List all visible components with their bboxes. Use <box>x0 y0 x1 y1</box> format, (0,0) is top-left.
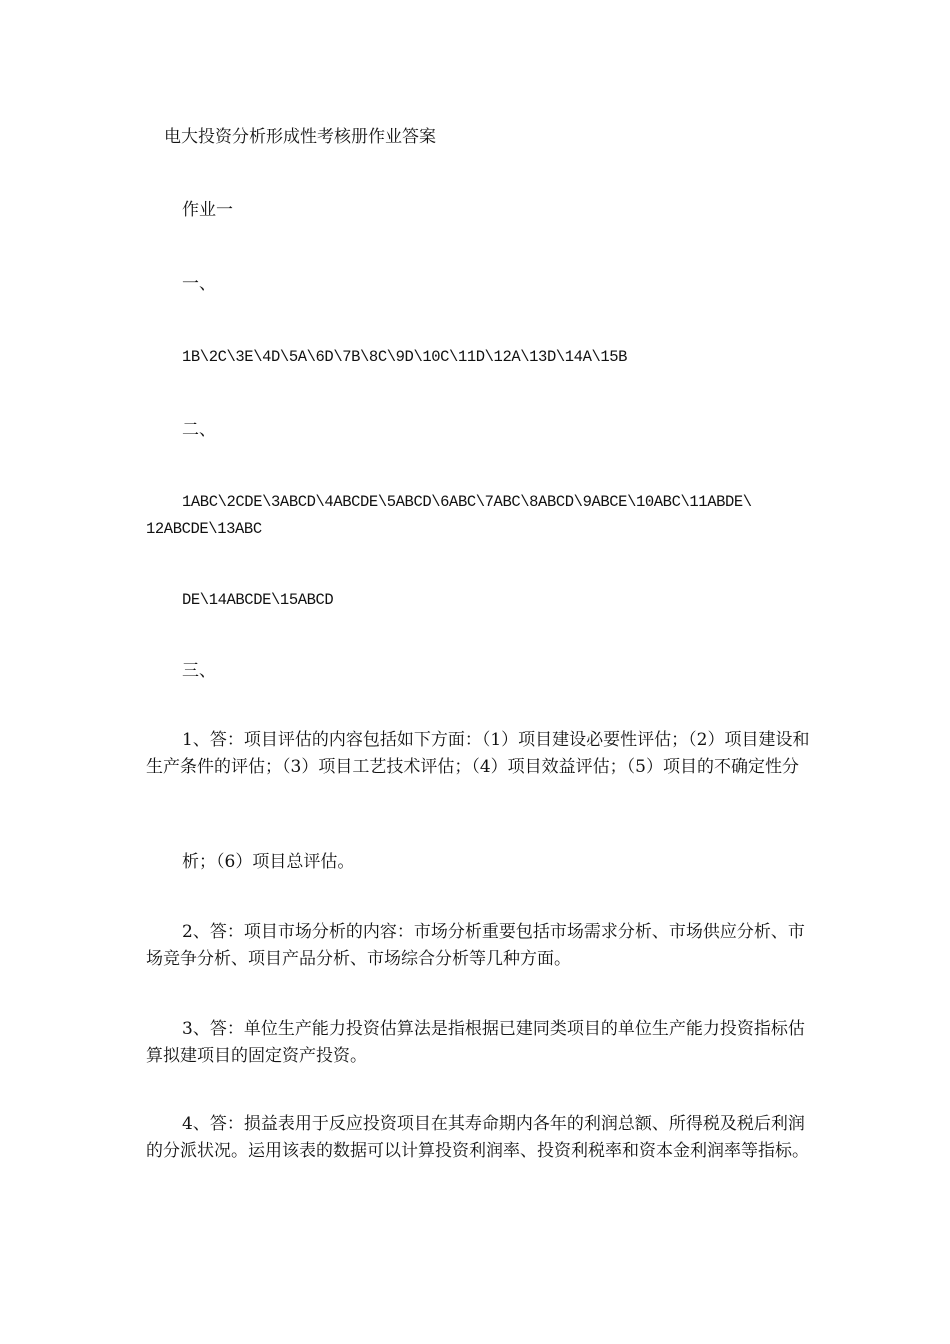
answer-2: 2、答：项目市场分析的内容：市场分析重要包括市场需求分析、市场供应分析、市场竞争分析、项目产品分析、市场综合分析等几种方面。 <box>146 922 805 969</box>
answer-1-continued: 析；（6）项目总评估。 <box>182 852 355 872</box>
answer-4: 4、答：损益表用于反应投资项目在其寿命期内各年的利润总额、所得税及税后利润的分派状况。运用该表的数据可以计算投资利润率、投资利税率和资本金利润率等指标。 <box>146 1114 809 1161</box>
section-one-answers: 1B\2C\3E\4D\5A\6D\7B\8C\9D\10C\11D\12A\13D\14A\15B <box>182 348 628 366</box>
section-two-answers-line2: 12ABCDE\13ABC <box>146 520 262 538</box>
section-three-heading: 三、 <box>182 661 216 681</box>
answer-3: 3、答：单位生产能力投资估算法是指根据已建同类项目的单位生产能力投资指标估算拟建项目的固定资产投资。 <box>146 1019 805 1066</box>
section-two-heading: 二、 <box>182 420 216 440</box>
homework-heading: 作业一 <box>182 200 233 220</box>
section-one-heading: 一、 <box>182 274 216 294</box>
document-title: 电大投资分析形成性考核册作业答案 <box>164 127 436 147</box>
section-two-answers-line3: DE\14ABCDE\15ABCD <box>182 591 334 609</box>
answer-1: 1、答：项目评估的内容包括如下方面：（1）项目建设必要性评估；（2）项目建设和生产条件的评估；（3）项目工艺技术评估；（4）项目效益评估；（5）项目的不确定性分 <box>146 730 810 777</box>
section-two-answers-line1: 1ABC\2CDE\3ABCD\4ABCDE\5ABCD\6ABC\7ABC\8ABCD\9ABCE\10ABC\11ABDE\ <box>182 493 752 511</box>
